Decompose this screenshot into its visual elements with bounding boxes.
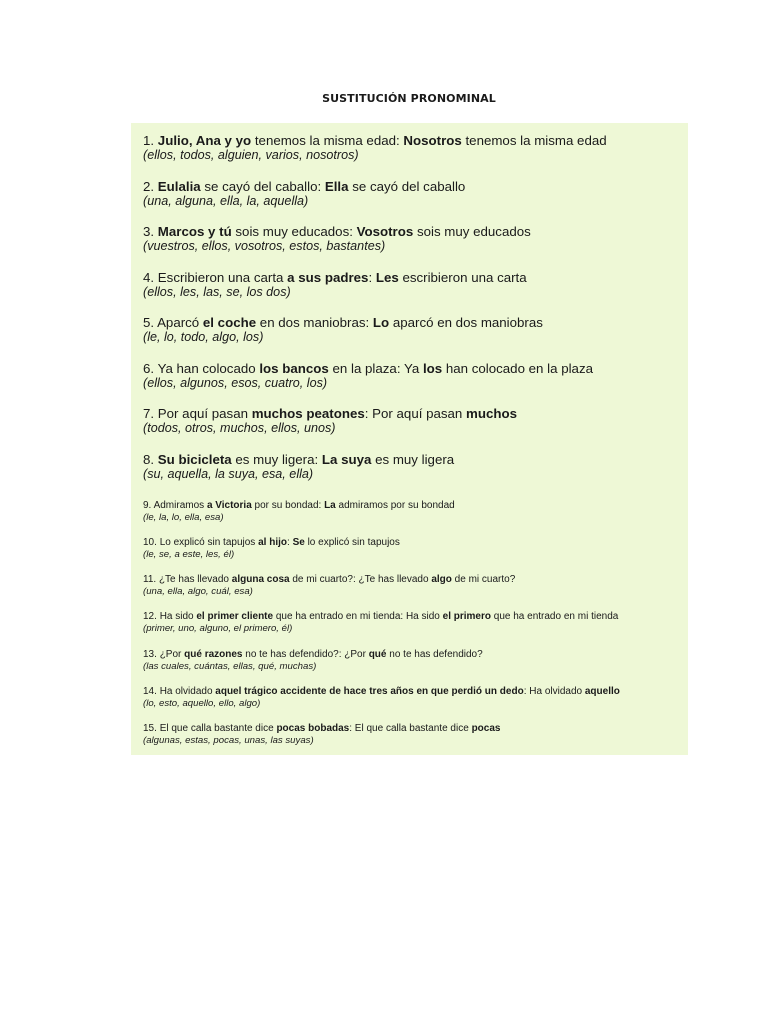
replaced-phrase: el coche	[202, 315, 257, 330]
replaced-phrase: Ella	[324, 179, 349, 194]
pronoun-options: (algunas, estas, pocas, unas, las suyas)	[143, 735, 314, 746]
replaced-phrase: Nosotros	[403, 133, 462, 148]
pronoun-options: (le, lo, todo, algo, los)	[143, 330, 264, 344]
pronoun-options: (todos, otros, muchos, ellos, unos)	[143, 421, 336, 435]
exercise-sentence	[143, 179, 465, 194]
pronoun-options: (las cuales, cuántas, ellas, qué, muchas)	[143, 661, 317, 672]
replaced-phrase: La suya	[321, 452, 372, 467]
sentence-text: que ha entrado en mi tienda	[491, 611, 619, 622]
pronoun-options: (le, se, a este, les, él)	[143, 549, 235, 560]
sentence-text: : Ha olvidado	[523, 686, 585, 697]
sentence-text: tenemos la misma edad:	[251, 133, 404, 148]
exercise-sentence	[143, 574, 515, 586]
replaced-phrase: el primero	[442, 611, 491, 622]
sentence-text: : Por aquí pasan	[364, 406, 467, 421]
sentence-text: ¿Te has llevado	[158, 574, 232, 585]
sentence-text: se cayó del caballo:	[200, 179, 325, 194]
sentence-text: han colocado en la plaza	[442, 361, 593, 376]
exercise-number: 8.	[143, 452, 155, 467]
replaced-phrase: La	[324, 500, 336, 511]
replaced-phrase: pocas bobadas	[276, 723, 350, 734]
pronoun-options: (ellos, todos, alguien, varios, nosotros)	[143, 148, 359, 162]
exercise-sentence	[143, 270, 527, 285]
exercise-sentence	[143, 723, 500, 735]
sentence-text: Por aquí pasan	[157, 406, 252, 421]
sentence-text: Ha olvidado	[159, 686, 216, 697]
sentence-text: no te has defendido?	[386, 649, 483, 660]
exercise-number: 6.	[143, 361, 155, 376]
exercise-number: 1.	[143, 133, 155, 148]
exercise-sentence	[143, 649, 483, 661]
exercise-sentence	[143, 686, 620, 698]
replaced-phrase: los	[422, 361, 443, 376]
sentence-text: Escribieron una carta	[157, 270, 288, 285]
exercise-number: 4.	[143, 270, 155, 285]
exercise-item	[143, 179, 465, 209]
exercise-number: 13.	[143, 649, 157, 660]
sentence-text: que ha entrado en mi tienda: Ha sido	[273, 611, 443, 622]
pronoun-options: (su, aquella, la suya, esa, ella)	[143, 467, 314, 481]
sentence-text: en la plaza: Ya	[328, 361, 423, 376]
replaced-phrase: Su bicicleta	[157, 452, 232, 467]
replaced-phrase: Julio, Ana y yo	[157, 133, 252, 148]
page-title: SUSTITUCIÓN PRONOMINAL	[322, 92, 496, 105]
exercise-number: 10.	[143, 537, 157, 548]
sentence-text: se cayó del caballo	[348, 179, 466, 194]
replaced-phrase: algo	[431, 574, 452, 585]
exercise-item	[143, 500, 455, 524]
sentence-text: El que calla bastante dice	[159, 723, 277, 734]
exercise-item	[143, 133, 607, 163]
exercise-item	[143, 686, 620, 710]
replaced-phrase: muchos	[466, 406, 518, 421]
sentence-text: tenemos la misma edad	[461, 133, 607, 148]
exercise-sentence	[143, 315, 543, 330]
replaced-phrase: los bancos	[259, 361, 329, 376]
sentence-text: sois muy educados	[413, 224, 531, 239]
replaced-phrase: al hijo	[258, 537, 287, 548]
exercise-sentence	[143, 611, 618, 623]
sentence-text: por su bondad:	[251, 500, 325, 511]
replaced-phrase: Les	[375, 270, 399, 285]
exercise-sentence	[143, 133, 607, 148]
sentence-text: ¿Por	[159, 649, 185, 660]
replaced-phrase: a sus padres	[287, 270, 369, 285]
exercise-sentence	[143, 406, 517, 421]
sentence-text: Aparcó	[157, 315, 203, 330]
sentence-text: de mi cuarto?	[451, 574, 516, 585]
exercise-item	[143, 611, 618, 635]
exercise-number: 9.	[143, 500, 152, 511]
sentence-text: Ya han colocado	[157, 361, 260, 376]
pronoun-options: (una, alguna, ella, la, aquella)	[143, 194, 309, 208]
replaced-phrase: el primer cliente	[196, 611, 274, 622]
sentence-text: aparcó en dos maniobras	[389, 315, 543, 330]
sentence-text: admiramos por su bondad	[335, 500, 455, 511]
replaced-phrase: aquel trágico accidente de hace tres años en que perdió un dedo	[215, 686, 524, 697]
sentence-text: sois muy educados:	[231, 224, 357, 239]
exercise-item	[143, 270, 527, 300]
sentence-text: de mi cuarto?: ¿Te has llevado	[289, 574, 432, 585]
sentence-text: escribieron una carta	[398, 270, 527, 285]
exercise-number: 5.	[143, 315, 155, 330]
replaced-phrase: muchos peatones	[251, 406, 365, 421]
exercise-number: 15.	[143, 723, 157, 734]
replaced-phrase: qué razones	[184, 649, 243, 660]
replaced-phrase: Lo	[372, 315, 390, 330]
pronoun-options: (ellos, algunos, esos, cuatro, los)	[143, 376, 328, 390]
replaced-phrase: Marcos y tú	[157, 224, 232, 239]
replaced-phrase: qué	[368, 649, 387, 660]
exercise-item	[143, 224, 531, 254]
sentence-text: : El que calla bastante dice	[349, 723, 472, 734]
exercise-panel	[131, 123, 688, 755]
exercise-number: 11.	[143, 574, 157, 585]
pronoun-options: (ellos, les, las, se, los dos)	[143, 285, 291, 299]
pronoun-options: (primer, uno, alguno, el primero, él)	[143, 623, 293, 634]
exercise-item	[143, 361, 593, 391]
pronoun-options: (lo, esto, aquello, ello, algo)	[143, 698, 261, 709]
sentence-text: en dos maniobras:	[256, 315, 373, 330]
sentence-text: es muy ligera:	[231, 452, 322, 467]
exercise-sentence	[143, 500, 455, 512]
replaced-phrase: Eulalia	[157, 179, 201, 194]
sentence-text: Lo explicó sin tapujos	[159, 537, 259, 548]
sentence-text: Admiramos	[153, 500, 207, 511]
exercise-number: 2.	[143, 179, 155, 194]
replaced-phrase: alguna cosa	[231, 574, 290, 585]
sentence-text: no te has defendido?: ¿Por	[242, 649, 369, 660]
exercise-number: 12.	[143, 611, 157, 622]
exercise-item	[143, 574, 515, 598]
replaced-phrase: Vosotros	[356, 224, 414, 239]
exercise-sentence	[143, 452, 454, 467]
exercise-sentence	[143, 361, 593, 376]
exercise-item	[143, 649, 483, 673]
exercise-sentence	[143, 224, 531, 239]
replaced-phrase: aquello	[584, 686, 620, 697]
exercise-item	[143, 723, 500, 747]
exercise-number: 3.	[143, 224, 155, 239]
replaced-phrase: Se	[292, 537, 305, 548]
sentence-text: es muy ligera	[371, 452, 455, 467]
exercise-sentence	[143, 537, 400, 549]
exercise-item	[143, 406, 517, 436]
replaced-phrase: a Victoria	[206, 500, 252, 511]
exercise-item	[143, 452, 454, 482]
sentence-text: lo explicó sin tapujos	[304, 537, 400, 548]
exercise-number: 7.	[143, 406, 155, 421]
sentence-text: Ha sido	[159, 611, 197, 622]
pronoun-options: (le, la, lo, ella, esa)	[143, 512, 224, 523]
exercise-item	[143, 315, 543, 345]
sentence-text: :	[368, 270, 376, 285]
pronoun-options: (vuestros, ellos, vosotros, estos, bastantes)	[143, 239, 386, 253]
exercise-number: 14.	[143, 686, 157, 697]
sentence-text: :	[287, 537, 293, 548]
replaced-phrase: pocas	[471, 723, 501, 734]
pronoun-options: (una, ella, algo, cuál, esa)	[143, 586, 253, 597]
exercise-item	[143, 537, 400, 561]
